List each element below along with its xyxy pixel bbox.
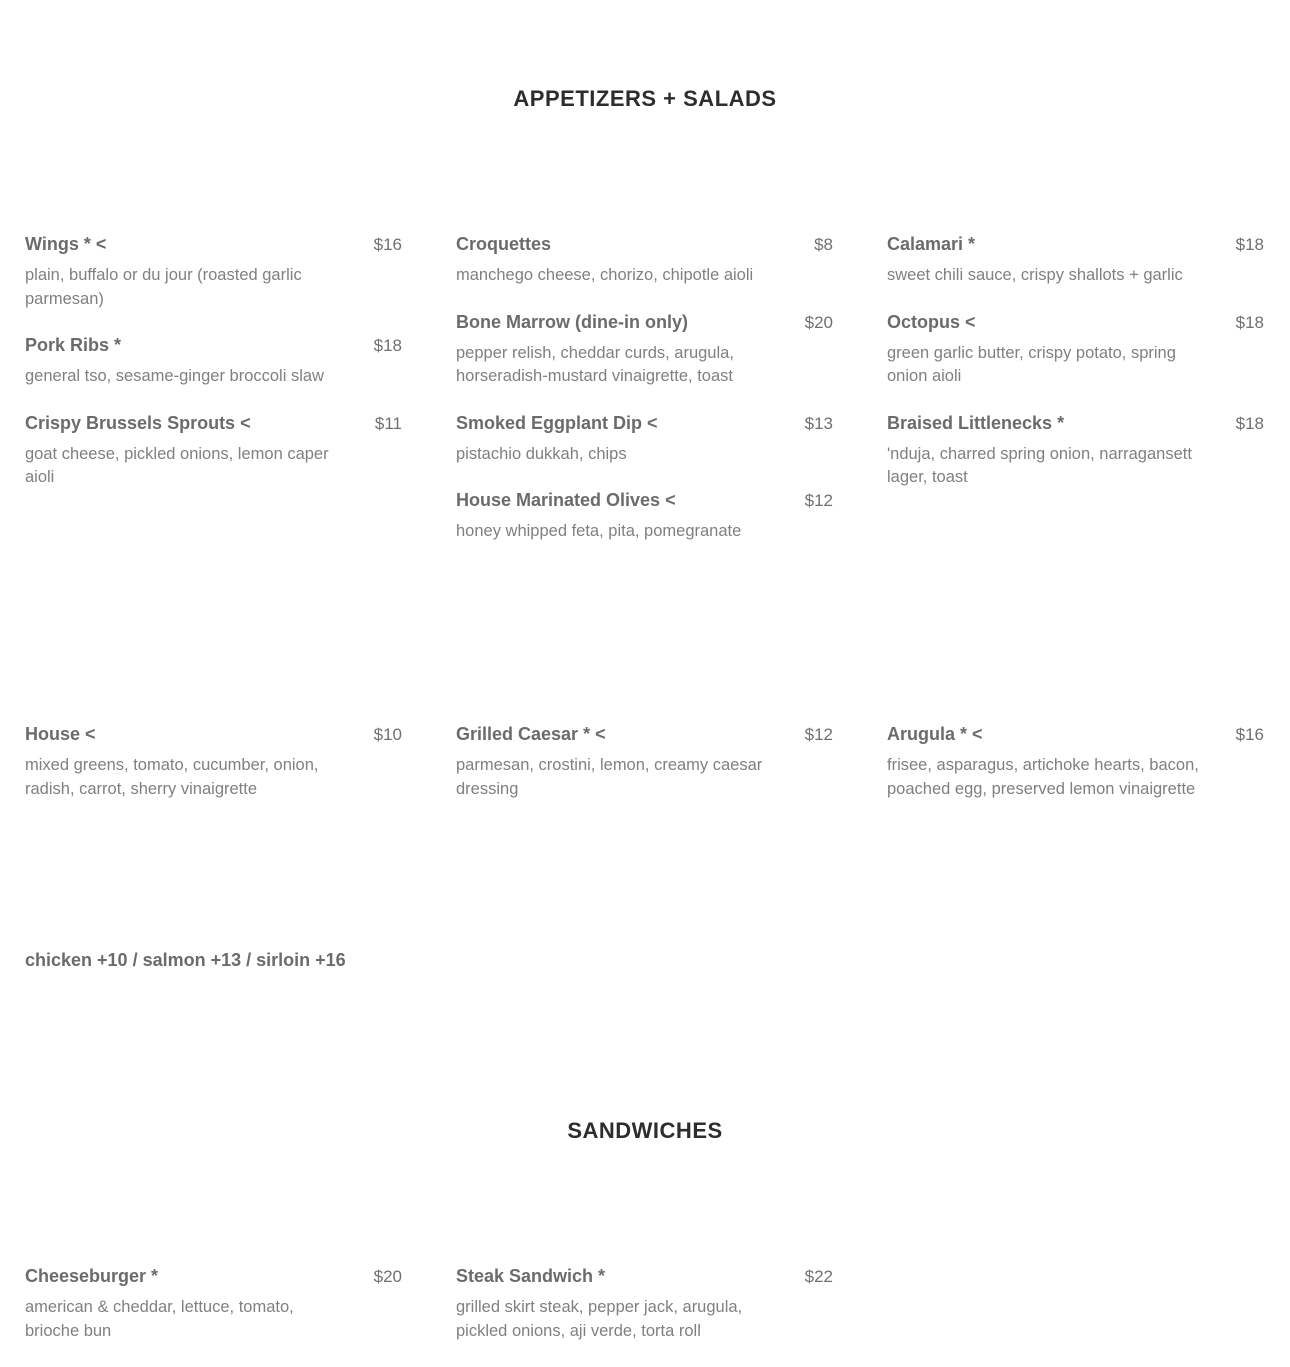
item-price: $18 bbox=[1235, 413, 1264, 433]
item-price: $8 bbox=[814, 235, 833, 254]
item-price: $10 bbox=[373, 725, 402, 744]
menu-item bbox=[887, 234, 1264, 288]
item-price: $12 bbox=[804, 491, 833, 510]
item-name: House < bbox=[25, 724, 96, 744]
item-description: parmesan, crostini, lemon, creamy caesar dressing bbox=[456, 756, 763, 798]
item-description: american & cheddar, lettuce, tomato, brioche bun bbox=[25, 1298, 294, 1340]
menu-item bbox=[456, 413, 833, 467]
menu-item bbox=[456, 234, 833, 288]
menu-item bbox=[887, 724, 1264, 801]
item-price: $16 bbox=[373, 235, 402, 254]
item-name: Steak Sandwich * bbox=[456, 1266, 606, 1286]
menu-item bbox=[456, 1266, 833, 1343]
item-name: Arugula * < bbox=[887, 724, 983, 744]
section-title-appetizers: APPETIZERS + SALADS bbox=[513, 86, 777, 111]
menu-item bbox=[456, 312, 833, 389]
item-description: plain, buffalo or du jour (roasted garlic parmesan) bbox=[25, 266, 302, 308]
sandwiches-column-1 bbox=[25, 1266, 402, 1367]
item-name: Pork Ribs * bbox=[25, 335, 122, 355]
item-price: $18 bbox=[373, 336, 402, 355]
menu-item bbox=[887, 413, 1264, 490]
item-price: $22 bbox=[804, 1267, 833, 1286]
item-name: House Marinated Olives < bbox=[456, 490, 676, 510]
item-description: mixed greens, tomato, cucumber, onion, radish, carrot, sherry vinaigrette bbox=[25, 756, 319, 798]
item-price: $12 bbox=[804, 725, 833, 744]
item-description: pepper relish, cheddar curds, arugula, horseradish-mustard vinaigrette, toast bbox=[456, 343, 734, 385]
item-description: 'nduja, charred spring onion, narragansett lager, toast bbox=[887, 444, 1192, 486]
item-description: sweet chili sauce, crispy shallots + garlic bbox=[887, 266, 1183, 284]
item-description: grilled skirt steak, pepper jack, arugula, pickled onions, aji verde, torta roll bbox=[456, 1298, 743, 1340]
salads-column-3 bbox=[887, 724, 1264, 825]
sandwiches-column-2 bbox=[456, 1266, 833, 1367]
item-description: general tso, sesame-ginger broccoli slaw bbox=[25, 367, 324, 385]
item-price: $11 bbox=[374, 413, 402, 433]
section-title-sandwiches: SANDWICHES bbox=[567, 1118, 723, 1143]
item-description: frisee, asparagus, artichoke hearts, bacon, poached egg, preserved lemon vinaigrette bbox=[887, 756, 1199, 798]
item-description: green garlic butter, crispy potato, spring onion aioli bbox=[887, 343, 1176, 385]
salads-column-1 bbox=[25, 724, 402, 825]
item-description: goat cheese, pickled onions, lemon caper aioli bbox=[25, 444, 329, 486]
menu-item bbox=[887, 312, 1264, 389]
item-description: manchego cheese, chorizo, chipotle aioli bbox=[456, 266, 754, 284]
item-price: $20 bbox=[804, 312, 833, 332]
item-description: pistachio dukkah, chips bbox=[456, 444, 627, 463]
item-name: Bone Marrow (dine-in only) bbox=[456, 311, 688, 332]
menu-item bbox=[25, 1266, 402, 1343]
item-name: Calamari * bbox=[887, 234, 976, 254]
item-description: honey whipped feta, pita, pomegranate bbox=[456, 522, 742, 540]
menu-item bbox=[25, 335, 402, 389]
item-price: $13 bbox=[804, 413, 833, 433]
item-name: Smoked Eggplant Dip < bbox=[456, 412, 658, 433]
item-price: $20 bbox=[373, 1267, 402, 1286]
item-name: Crispy Brussels Sprouts < bbox=[25, 412, 251, 433]
protein-addon-text: chicken +10 / salmon +13 / sirloin +16 bbox=[25, 950, 346, 970]
item-name: Grilled Caesar * < bbox=[456, 724, 606, 744]
menu-item bbox=[25, 724, 402, 801]
item-price: $18 bbox=[1235, 235, 1264, 254]
salads-column-2 bbox=[456, 724, 833, 825]
appetizers-column-1 bbox=[25, 234, 402, 514]
menu-item bbox=[25, 413, 402, 490]
item-name: Wings * < bbox=[25, 234, 107, 254]
item-name: Cheeseburger * bbox=[25, 1266, 159, 1286]
item-name: Croquettes bbox=[456, 234, 552, 254]
item-name: Octopus < bbox=[887, 311, 976, 332]
item-name: Braised Littlenecks * bbox=[887, 412, 1065, 433]
menu-item bbox=[456, 490, 833, 544]
appetizers-column-3 bbox=[887, 234, 1264, 514]
menu-item bbox=[25, 234, 402, 311]
item-price: $16 bbox=[1235, 725, 1264, 744]
menu-item bbox=[456, 724, 833, 801]
appetizers-column-2 bbox=[456, 234, 833, 568]
item-price: $18 bbox=[1235, 312, 1264, 332]
